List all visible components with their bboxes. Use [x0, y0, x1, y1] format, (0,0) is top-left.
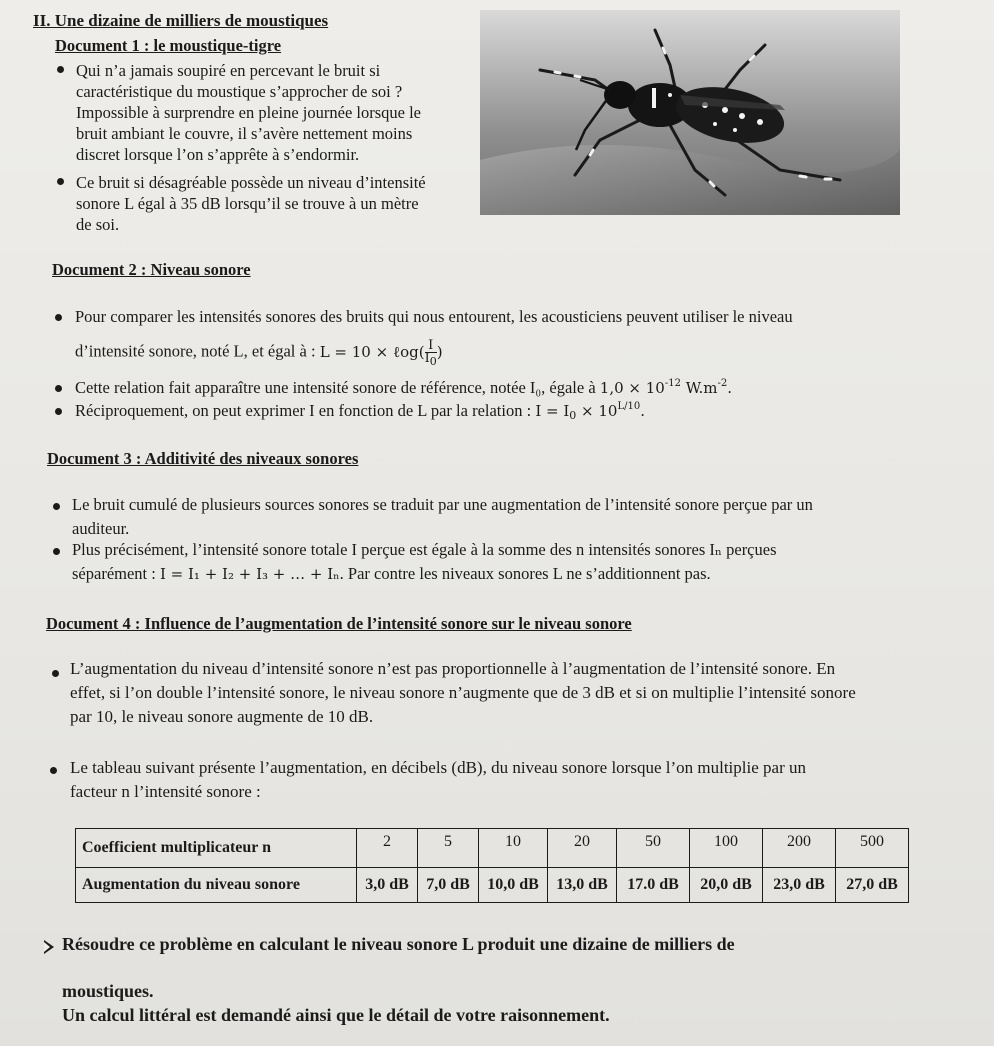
task-line3-text: Un calcul littéral est demandé ainsi que le détail de votre raisonnement.	[62, 1005, 610, 1025]
text-line: Qui n’a jamais soupiré en percevant le bruit si	[76, 61, 381, 80]
bullet-icon	[52, 670, 59, 677]
unit: W.m	[680, 379, 718, 397]
increase-table	[75, 828, 909, 903]
unit-exponent: -2	[717, 378, 728, 389]
sum-formula: I = I₁ + I₂ + I₃ + … + Iₙ	[159, 565, 340, 583]
punct: .	[640, 402, 645, 420]
text: . Par contre les niveaux sonores L ne s’additionnent pas.	[339, 564, 711, 583]
text-line: caractéristique du moustique s’approcher de soi ?	[76, 82, 403, 101]
text-line: Plus précisément, l’intensité sonore totale I perçue est égale à la somme des n intensités sonores Iₙ perçues	[72, 540, 777, 559]
text-line	[72, 563, 972, 585]
text-line: Ce bruit si désagréable possède un niveau d’intensité	[76, 173, 426, 192]
text: Cette relation fait apparaître une intensité sonore de référence, notée I₀, égale à	[75, 378, 596, 397]
table-cell: 13,0 dB	[548, 868, 617, 903]
level-formula	[319, 338, 443, 368]
bullet-icon	[50, 767, 57, 774]
table-cell: 100	[690, 829, 763, 868]
text: d’intensité sonore, noté L, et égal à :	[75, 341, 316, 361]
formula-part: L = 10 × ℓog(	[319, 342, 425, 361]
table-cell: 10,0 dB	[479, 868, 548, 903]
text-line: Le tableau suivant présente l’augmentation, en décibels (dB), du niveau sonore lorsque l’on multiplie par un	[70, 758, 806, 777]
doc3-title: Document 3 : Additivité des niveaux sonores	[47, 449, 359, 468]
table-cell: 3,0 dB	[357, 868, 418, 903]
table-cell: 20	[548, 829, 617, 868]
text-line: bruit ambiant le couvre, il s’avère nettement moins	[76, 124, 413, 143]
doc1-bullet1	[76, 60, 476, 165]
text-line: sonore L égal à 35 dB lorsqu’il se trouve à un mètre	[76, 194, 419, 213]
reference-intensity	[600, 379, 732, 397]
text-line: par 10, le niveau sonore augmente de 10 dB.	[70, 707, 374, 726]
table-cell: 20,0 dB	[690, 868, 763, 903]
doc4-title: Document 4 : Influence de l’augmentation de l’intensité sonore sur le niveau sonore	[46, 614, 632, 633]
doc4-bullet1	[70, 657, 980, 729]
doc1-title: Document 1 : le moustique-tigre	[55, 36, 282, 55]
doc2-bullet1-line2	[75, 338, 955, 368]
text: séparément :	[72, 564, 156, 583]
bullet-icon	[53, 548, 60, 555]
section-title: II. Une dizaine de milliers de moustiques	[33, 11, 329, 30]
sub: 0	[569, 409, 577, 422]
row2-header: Augmentation du niveau sonore	[76, 868, 357, 903]
table-cell: 5	[418, 829, 479, 868]
table-cell: 50	[617, 829, 690, 868]
text-line: Impossible à surprendre en pleine journée lorsque le	[76, 103, 422, 122]
fraction	[424, 338, 437, 368]
row1-header: Coefficient multiplicateur n	[76, 829, 357, 868]
table-cell: 2	[357, 829, 418, 868]
frac-den-sub: 0	[429, 355, 437, 368]
formula-part: × 10	[576, 402, 618, 420]
punct: .	[727, 379, 733, 397]
doc1-bullet2	[76, 172, 476, 235]
frac-denominator	[424, 351, 437, 368]
text-line: facteur n l’intensité sonore :	[70, 782, 261, 801]
doc2-title: Document 2 : Niveau sonore	[52, 260, 251, 279]
doc2-bullet1-line1: Pour comparer les intensités sonores des bruits qui nous entourent, les acousticiens peuvent utiliser le niveau	[75, 307, 793, 326]
doc3-bullet1	[72, 494, 972, 539]
bullet-icon	[55, 385, 62, 392]
mosquito-photo	[480, 10, 900, 215]
text-line: effet, si l’on double l’intensité sonore, le niveau sonore n’augmente que de 3 dB et si on multiplie l’intensité sonore	[70, 683, 856, 702]
arrow-bullet-icon-inner	[44, 942, 50, 952]
bullet-icon	[53, 503, 60, 510]
exponent: -12	[664, 378, 681, 389]
bullet-icon	[57, 66, 64, 73]
bullet-icon	[55, 314, 62, 321]
table-cell: 17.0 dB	[617, 868, 690, 903]
text-line: Le bruit cumulé de plusieurs sources sonores se traduit par une augmentation de l’intensité sonore perçue par un	[72, 495, 813, 514]
text: Réciproquement, on peut exprimer I en fonction de L par la relation :	[75, 401, 532, 420]
table-row	[76, 868, 909, 903]
text-line: de soi.	[76, 215, 120, 234]
table-cell: 7,0 dB	[418, 868, 479, 903]
bullet-icon	[57, 178, 64, 185]
frac-numerator: I	[425, 340, 437, 353]
doc4-bullet2	[70, 756, 980, 804]
formula-part: I = I	[535, 402, 570, 420]
table-cell: 500	[836, 829, 909, 868]
exponent: L/10	[617, 401, 641, 412]
text-line: auditeur.	[72, 519, 130, 538]
table-cell: 27,0 dB	[836, 868, 909, 903]
text-line: L’augmentation du niveau d’intensité sonore n’est pas proportionnelle à l’augmentation de l’intensité sonore. En	[70, 659, 836, 678]
frac-den-text: I	[424, 351, 430, 366]
table-cell: 23,0 dB	[763, 868, 836, 903]
formula-part: )	[436, 342, 443, 361]
table-cell: 10	[479, 829, 548, 868]
table-cell: 200	[763, 829, 836, 868]
task-line1: Résoudre ce problème en calculant le niveau sonore L produit une dizaine de milliers de	[62, 934, 735, 954]
bullet-icon	[55, 408, 62, 415]
doc2-bullet3	[75, 400, 955, 422]
doc3-bullet2	[72, 539, 972, 585]
doc2-bullet2	[75, 377, 955, 399]
value: 1,0 × 10	[599, 379, 665, 397]
task-line2: moustiques.	[62, 981, 154, 1001]
text-line: discret lorsque l’on s’apprête à s’endormir.	[76, 145, 360, 164]
intensity-formula	[535, 402, 645, 420]
table-row	[76, 829, 909, 868]
